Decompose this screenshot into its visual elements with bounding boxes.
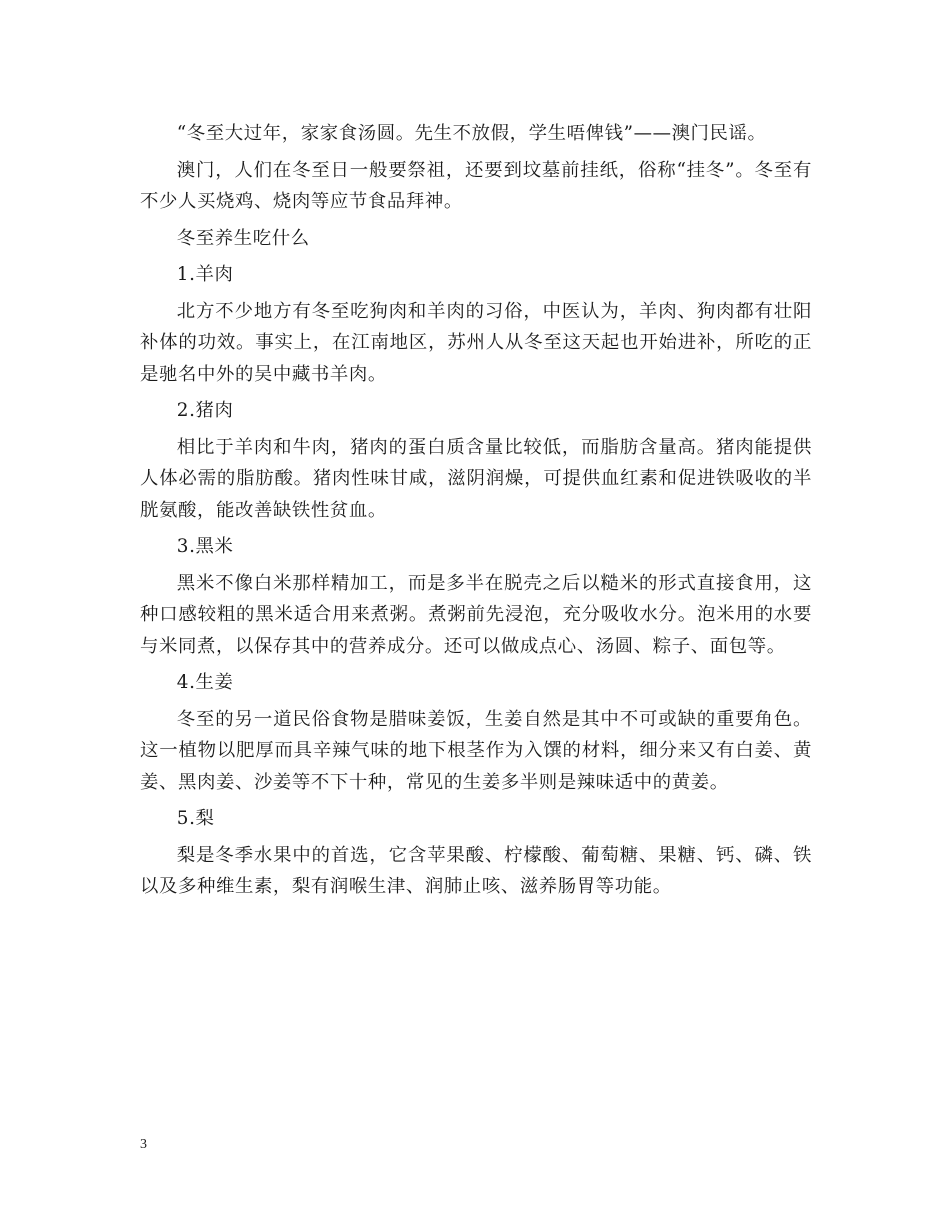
paragraph-black-rice: 黑米不像白米那样精加工，而是多半在脱壳之后以糙米的形式直接食用，这种口感较粗的黑米适合用来煮粥。煮粥前先浸泡，充分吸收水分。泡米用的水要与米同煮，以保存其中的营养成分。还可以做成点心、汤圆、粽子、面包等。 (140, 572, 812, 657)
section-heading-winter-solstice-diet: 冬至养生吃什么 (176, 227, 310, 249)
paragraph-macau-custom: 澳门，人们在冬至日一般要祭祖，还要到坟墓前挂纸，俗称“挂冬”。冬至有不少人买烧鸡、烧肉等应节食品拜神。 (140, 159, 812, 212)
paragraph-macau-folk-song: “冬至大过年，家家食汤圆。先生不放假，学生唔俾钱”——澳门民谣。 (176, 123, 767, 144)
paragraph-pear: 梨是冬季水果中的首选，它含苹果酸、柠檬酸、葡萄糖、果糖、钙、磷、铁以及多种维生素，梨有润喉生津、润肺止咳、滋养肠胃等功能。 (140, 844, 812, 897)
page-number: 3 (140, 1137, 147, 1152)
item-heading-pork: 2.猪肉 (176, 400, 234, 421)
document-body (140, 118, 812, 908)
paragraph-mutton: 北方不少地方有冬至吃狗肉和羊肉的习俗，中医认为，羊肉、狗肉都有壮阳补体的功效。事实上，在江南地区，苏州人从冬至这天起也开始进补，所吃的正是驰名中外的吴中藏书羊肉。 (140, 300, 812, 385)
paragraph-ginger: 冬至的另一道民俗食物是腊味姜饭，生姜自然是其中不可或缺的重要角色。这一植物以肥厚而具辛辣气味的地下根茎作为入馔的材料，细分来又有白姜、黄姜、黑肉姜、沙姜等不下十种，常见的生姜多半则是辣味适中的黄姜。 (140, 708, 812, 793)
item-heading-ginger: 4.生姜 (176, 672, 234, 693)
item-heading-mutton: 1.羊肉 (176, 264, 234, 285)
paragraph-pork: 相比于羊肉和牛肉，猪肉的蛋白质含量比较低，而脂肪含量高。猪肉能提供人体必需的脂肪酸。猪肉性味甘咸，滋阴润燥，可提供血红素和促进铁吸收的半胱氨酸，能改善缺铁性贫血。 (140, 436, 812, 521)
item-heading-pear: 5.梨 (176, 808, 215, 829)
item-heading-black-rice: 3.黑米 (176, 536, 234, 557)
